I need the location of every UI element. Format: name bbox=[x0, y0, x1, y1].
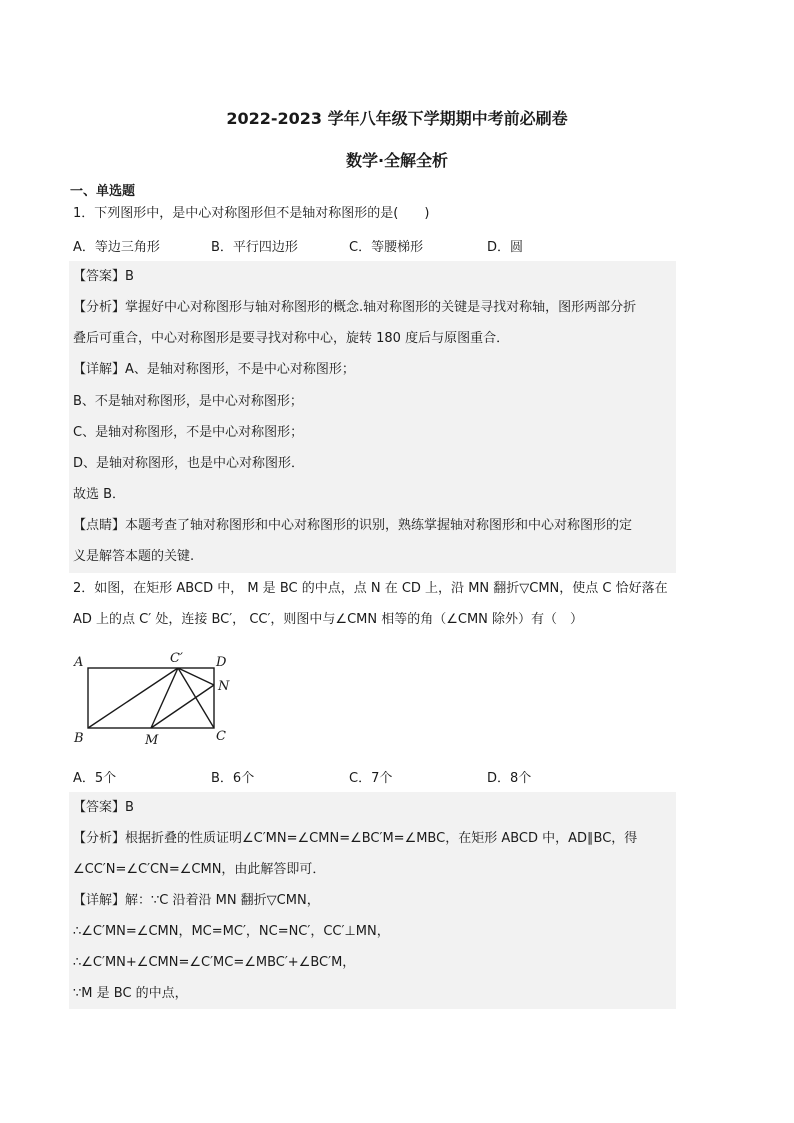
q1-comment-line2: 义是解答本题的关键. bbox=[73, 549, 195, 564]
q2-detail-line4: ∵M 是 BC 的中点， bbox=[73, 986, 188, 1001]
q1-comment-line1: 【点睛】本题考查了轴对称图形和中心对称图形的识别，熟练掌握轴对称图形和中心对称图形的定 bbox=[73, 518, 633, 533]
q2-detail-line3: ∴∠C′MN+∠CMN=∠C′MC=∠MBC′+∠BC′M， bbox=[73, 955, 356, 970]
q2-option-d: D．8个 bbox=[487, 771, 532, 786]
q1-detail-line2: B、不是轴对称图形，是中心对称图形； bbox=[73, 394, 303, 409]
q2-option-a: A．5个 bbox=[73, 771, 117, 786]
q2-detail-line1: 【详解】解：∵C 沿着沿 MN 翻折▽CMN， bbox=[73, 893, 320, 908]
q2-detail-line2: ∴∠C′MN=∠CMN，MC=MC′，NC=NC′，CC′⊥MN， bbox=[73, 924, 390, 939]
q1-detail-line4: D、是轴对称图形，也是中心对称图形． bbox=[73, 456, 305, 471]
q2-analysis-line2: ∠CC′N=∠C′CN=∠CMN，由此解答即可． bbox=[73, 862, 326, 877]
label-a: A bbox=[74, 655, 84, 670]
q2-figure bbox=[70, 646, 240, 750]
label-c: C bbox=[216, 729, 226, 744]
q1-analysis-line1: 【分析】掌握好中心对称图形与轴对称图形的概念.轴对称图形的关键是寻找对称轴，图形两部分折 bbox=[73, 300, 637, 315]
section-heading: 一、单选题 bbox=[70, 184, 136, 199]
q1-answer: 【答案】B bbox=[73, 269, 134, 284]
label-c-prime: C′ bbox=[170, 651, 183, 666]
q2-stem-line1: 2．如图，在矩形 ABCD 中， M 是 BC 的中点，点 N 在 CD 上，沿 MN 翻折▽CMN，使点 C 恰好落在 bbox=[73, 581, 668, 596]
q1-stem: 1．下列图形中，是中心对称图形但不是轴对称图形的是( ) bbox=[73, 206, 430, 221]
q1-detail-line1: 【详解】A、是轴对称图形，不是中心对称图形； bbox=[73, 362, 355, 377]
q1-choose: 故选 B． bbox=[73, 487, 126, 502]
page-subtitle: 数学·全解全析 bbox=[345, 151, 449, 170]
q1-option-a: A．等边三角形 bbox=[73, 240, 160, 255]
q2-stem-line2: AD 上的点 C′ 处，连接 BC′， CC′，则图中与∠CMN 相等的角（∠CMN 除外）有（ ） bbox=[73, 612, 584, 627]
label-m: M bbox=[145, 733, 159, 748]
q1-option-b: B．平行四边形 bbox=[211, 240, 298, 255]
q1-option-c: C．等腰梯形 bbox=[349, 240, 424, 255]
q1-analysis-line2: 叠后可重合，中心对称图形是要寻找对称中心，旋转 180 度后与原图重合． bbox=[73, 331, 510, 346]
q2-answer: 【答案】B bbox=[73, 800, 134, 815]
q1-detail-line3: C、是轴对称图形，不是中心对称图形； bbox=[73, 425, 304, 440]
label-b: B bbox=[74, 731, 84, 746]
q1-option-d: D．圆 bbox=[487, 240, 524, 255]
q2-option-c: C．7个 bbox=[349, 771, 393, 786]
label-d: D bbox=[216, 655, 227, 670]
page-title: 2022-2023 学年八年级下学期期中考前必刷卷 bbox=[226, 109, 568, 128]
q2-analysis-line1: 【分析】根据折叠的性质证明∠C′MN=∠CMN=∠BC′M=∠MBC，在矩形 ABCD 中，AD∥BC，得 bbox=[73, 831, 638, 846]
q2-option-b: B．6个 bbox=[211, 771, 255, 786]
label-n: N bbox=[218, 679, 230, 694]
